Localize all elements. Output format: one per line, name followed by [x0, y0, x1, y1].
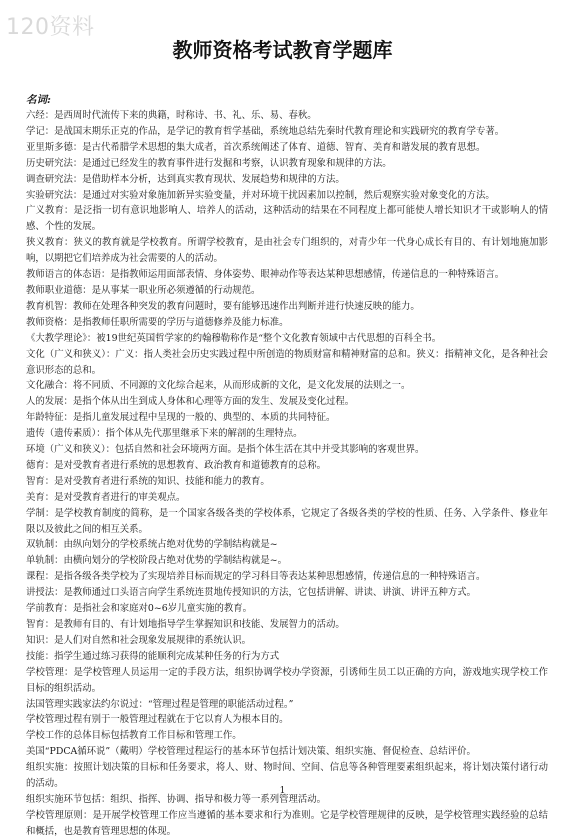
term-entry: 狭义教育：狭义的教育就是学校教育。所谓学校教育，是由社会专门组织的，对青少年一代身心成长有目的、有计划地施加影响，以期把它们培养成为社会需要的人的活动。 [26, 237, 548, 265]
term-entry: 法国管理实践家法约尔说过：“管理过程是管理的职能活动过程。” [26, 698, 294, 710]
term-entry: 技能：指学生通过练习获得的能顺利完成某种任务的行为方式 [26, 650, 280, 662]
term-entry: 学校管理：是学校管理人员运用一定的手段方法，组织协调学校办学资源，引诱师生员工以正确的方向，游戏地实现学校工作目标的组织活动。 [26, 666, 548, 694]
term-entry: 智育：是教师有目的、有计划地指导学生掌握知识和技能、发展智力的活动。 [26, 619, 345, 630]
term-entry: 组织实施环节包括：组织、指挥、协调、指导和极力等一系列管理活动。 [26, 793, 327, 805]
term-entry: 教师语言的体态语：是指教师运用面部表情、身体姿势、眼神动作等表达某种思想感情，传递信息的一种特殊语言。 [26, 269, 505, 281]
page-title: 教师资格考试教育学题库 [172, 38, 393, 62]
section-heading: 名词: [26, 94, 51, 106]
term-entry: 学校管理过程有别于一般管理过程就在于它以育人为根本目的。 [26, 714, 289, 726]
watermark-logo: 120资料 [6, 15, 95, 40]
term-entry: 调查研究法：是借助样本分析，达到真实教育现状、发展趋势和规律的方法。 [26, 173, 345, 185]
term-entry: 学记：是战国末期乐正克的作品，是学记的教育哲学基础，系统地总结先秦时代教育理论和实践研究的教育学专著。 [26, 125, 505, 137]
term-entry: 环境（广义和狭义）：包括自然和社会环境两方面。是指个体生活在其中并受其影响的客观世界。 [26, 444, 425, 456]
term-entry: 《大教学理论》：被19世纪英国哲学家的约翰穆勒称作是“整个文化教育领域中古代思想的百科全书。 [26, 332, 442, 344]
term-entry: 智育：是对受教育者进行系统的知识、技能和能力的教育。 [26, 475, 270, 487]
term-entry: 学前教育：是指社会和家庭对0~6岁儿童实施的教育。 [26, 603, 253, 615]
term-entry: 美国“PDCA循环说”（戴明）学校管理过程运行的基本环节包括计划决策、组织实施、督促检查、总结评价。 [26, 746, 476, 758]
term-entry: 学校工作的总体目标包括教育工作目标和管理工作。 [26, 730, 242, 742]
term-entry: 单轨制：由横向划分的学校阶段占绝对优势的学制结构就是~。 [26, 555, 287, 567]
term-entry: 历史研究法：是通过已经发生的教育事件进行发掘和考察，认识教育现象和规律的方法。 [26, 157, 392, 169]
term-entry: 六经：是西周时代流传下来的典籍，时称诗、书、礼、乐、易、春秋。 [26, 110, 317, 121]
term-entry: 文化（广义和狭义）：广义：指人类社会历史实践过程中所创造的物质财富和精神财富的总和。狭义：指精神文化，是各种社会意识形态的总和。 [26, 348, 548, 376]
term-entry: 学校管理原则：是开展学校管理工作应当遵循的基本要求和行为准则。它是学校管理规律的反映，是学校管理实践经验的总结和概括，也是教育管理思想的体现。 [26, 809, 548, 837]
term-entry: 亚里斯多德：是古代希腊学术思想的集大成者，首次系统阐述了体育、道德、智育、美育和谐发展的教育思想。 [26, 141, 486, 153]
document-body [26, 92, 548, 840]
term-entry: 遗传（遗传素质）：指个体从先代那里继承下来的解剖的生理特点。 [26, 428, 303, 440]
term-entry: 双轨制：由纵向划分的学校系统占绝对优势的学制结构就是~ [26, 539, 278, 551]
page-number: 1 [279, 786, 286, 796]
term-entry: 德育：是对受教育者进行系统的思想教育、政治教育和道德教育的总称。 [26, 459, 327, 471]
term-entry: 实验研究法：是通过对实验对象施加新异实验变量，并对环境干扰因素加以控制，然后观察实验对象变化的方法。 [26, 189, 495, 201]
term-entry: 文化融合：将不同质、不同源的文化综合起来，从而形成新的文化，是文化发展的法则之一。 [26, 380, 411, 392]
term-entry: 组织实施：按照计划决策的目标和任务要求，将人、财、物时间、空间、信息等各种管理要素组织起来，将计划决策付诸行动的活动。 [26, 762, 548, 790]
term-entry: 年龄特征：是指儿童发展过程中呈现的一般的、典型的、本质的共同特征。 [26, 412, 336, 424]
term-entry: 知识：是人们对自然和社会现象发展规律的系统认识。 [26, 634, 252, 646]
term-entry: 教师职业道德：是从事某一职业所必须遵循的行动规范。 [26, 284, 261, 296]
term-entry: 讲授法：是教师通过口头语言向学生系统连贯地传授知识的方法，它包括讲解、讲读、讲演、讲评五种方式。 [26, 587, 477, 599]
term-entry: 广义教育：是泛指一切有意识地影响人、培养人的活动，这种活动的结果在不同程度上都可能使人增长知识才干或影响人的情感、个性的发展。 [26, 205, 548, 233]
term-entry: 美育：是对受教育者进行的审美观点。 [26, 491, 186, 503]
term-entry: 课程：是指各级各类学校为了实现培养目标而规定的学习科目等表达某种思想感情，传递信息的一种特殊语言。 [26, 571, 486, 583]
term-entry: 人的发展：是指个体从出生到成人身体和心理等方面的发生、发展及变化过程。 [26, 396, 355, 408]
term-entry: 教师资格：是指教师任职所需要的学历与道德修养及能力标准。 [26, 316, 289, 328]
term-entry: 教育机智：教师在处理各种突发的教育问题时，要有能够迅速作出判断并进行快速反映的能力。 [26, 300, 420, 312]
term-entry: 学制：是学校教育制度的简称，是一个国家各级各类的学校体系，它规定了各级各类的学校的性质、任务、入学条件、修业年限以及彼此之间的相互关系。 [26, 507, 548, 535]
